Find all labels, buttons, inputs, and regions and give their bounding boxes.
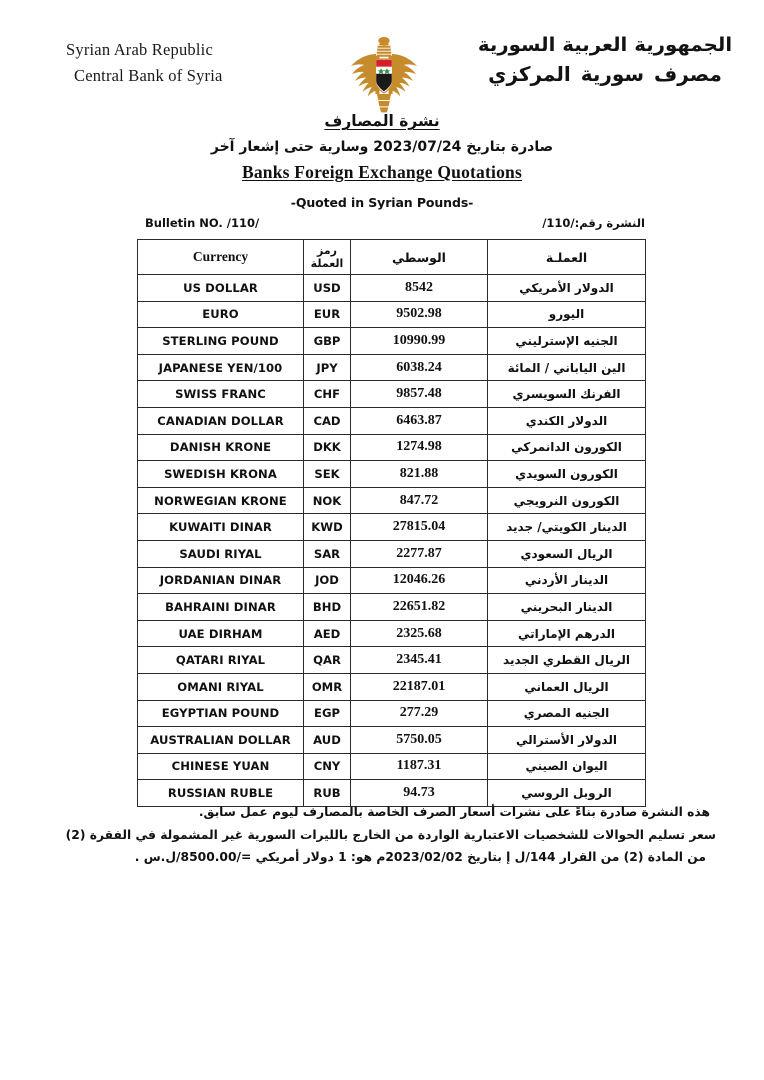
bulletin-number-arabic: النشرة رقم:/110/ <box>542 216 645 230</box>
cell-currency-name-arabic: الكورون النرويجي <box>488 487 646 514</box>
document-footnotes <box>62 802 716 868</box>
exchange-rates-table <box>137 239 646 807</box>
cell-currency-code: CNY <box>304 753 351 780</box>
cell-currency-name-english: KUWAITI DINAR <box>138 514 304 541</box>
cell-mid-rate: 277.29 <box>351 700 488 727</box>
document-titles <box>0 112 764 210</box>
cell-currency-name-arabic: اليوان الصيني <box>488 753 646 780</box>
cell-currency-name-arabic: الدينار البحريني <box>488 594 646 621</box>
table-row <box>138 647 646 674</box>
cell-currency-name-english: SWISS FRANC <box>138 381 304 408</box>
cell-currency-name-english: EGYPTIAN POUND <box>138 700 304 727</box>
cell-mid-rate: 2345.41 <box>351 647 488 674</box>
cell-currency-name-arabic: الدرهم الإماراتي <box>488 620 646 647</box>
cell-currency-name-arabic: اليورو <box>488 301 646 328</box>
cell-mid-rate: 5750.05 <box>351 727 488 754</box>
cell-currency-code: OMR <box>304 673 351 700</box>
cell-currency-name-english: NORWEGIAN KRONE <box>138 487 304 514</box>
cell-currency-name-english: DANISH KRONE <box>138 434 304 461</box>
cell-currency-code: USD <box>304 275 351 302</box>
table-row <box>138 620 646 647</box>
cell-currency-name-arabic: الريال العماني <box>488 673 646 700</box>
table-row <box>138 514 646 541</box>
table-row <box>138 700 646 727</box>
cell-currency-name-english: AUSTRALIAN DOLLAR <box>138 727 304 754</box>
cell-mid-rate: 9502.98 <box>351 301 488 328</box>
cell-currency-name-english: EURO <box>138 301 304 328</box>
cell-currency-name-arabic: الجنيه المصري <box>488 700 646 727</box>
cell-currency-name-english: CHINESE YUAN <box>138 753 304 780</box>
cell-currency-code: QAR <box>304 647 351 674</box>
subtitle-english-units: -Quoted in Syrian Pounds- <box>290 195 474 210</box>
country-name-arabic: الجمهورية العربية السورية <box>477 34 733 56</box>
cell-currency-code: AED <box>304 620 351 647</box>
cell-mid-rate: 12046.26 <box>351 567 488 594</box>
table-row <box>138 727 646 754</box>
footnote-2: سعر تسليم الحوالات للشخصيات الاعتبارية الواردة من الخارج بالليرات السورية غير المشمولة في الفقرة (2) <box>65 828 716 842</box>
cell-currency-code: EUR <box>304 301 351 328</box>
column-header-currency-english: Currency <box>138 240 304 275</box>
bulletin-number-row <box>137 216 645 236</box>
cell-currency-code: EGP <box>304 700 351 727</box>
cell-currency-name-arabic: الدينار الكويتي/ جديد <box>488 514 646 541</box>
table-row <box>138 381 646 408</box>
table-row <box>138 328 646 355</box>
cell-currency-code: CHF <box>304 381 351 408</box>
table-row <box>138 301 646 328</box>
cell-currency-name-english: CANADIAN DOLLAR <box>138 407 304 434</box>
table-row <box>138 540 646 567</box>
cell-mid-rate: 6463.87 <box>351 407 488 434</box>
cell-currency-code: GBP <box>304 328 351 355</box>
cell-currency-name-arabic: الدولار الأسترالي <box>488 727 646 754</box>
footnote-1: هذه النشرة صادرة بناءً على نشرات أسعار الصرف الخاصة بالمصارف ليوم عمل سابق. <box>198 805 710 819</box>
cell-currency-name-english: STERLING POUND <box>138 328 304 355</box>
cell-currency-name-english: SAUDI RIYAL <box>138 540 304 567</box>
table-row <box>138 407 646 434</box>
cell-currency-code: CAD <box>304 407 351 434</box>
cell-currency-name-arabic: الدولار الكندي <box>488 407 646 434</box>
cell-mid-rate: 27815.04 <box>351 514 488 541</box>
column-header-currency-code-arabic <box>304 240 351 275</box>
cell-currency-name-arabic: الجنيه الإسترليني <box>488 328 646 355</box>
cell-currency-name-arabic: الدولار الأمريكي <box>488 275 646 302</box>
cell-currency-code: BHD <box>304 594 351 621</box>
issuer-english-block <box>66 37 223 89</box>
cell-currency-name-english: SWEDISH KRONA <box>138 461 304 488</box>
table-row <box>138 275 646 302</box>
cell-mid-rate: 1187.31 <box>351 753 488 780</box>
syrian-eagle-emblem-icon <box>346 32 422 116</box>
cell-currency-name-arabic: الكورون السويدي <box>488 461 646 488</box>
cell-currency-name-english: US DOLLAR <box>138 275 304 302</box>
bank-name-english: Central Bank of Syria <box>74 66 223 85</box>
table-row <box>138 567 646 594</box>
cell-currency-code: DKK <box>304 434 351 461</box>
table-row <box>138 461 646 488</box>
cell-mid-rate: 22651.82 <box>351 594 488 621</box>
country-name-english: Syrian Arab Republic <box>66 40 213 59</box>
issuer-arabic-block <box>477 34 733 86</box>
cell-currency-name-arabic: الروبل الروسي <box>488 780 646 807</box>
cell-currency-name-english: RUSSIAN RUBLE <box>138 780 304 807</box>
column-header-currency-arabic: العملـة <box>488 240 646 275</box>
cell-currency-name-english: JAPANESE YEN/100 <box>138 354 304 381</box>
cell-currency-name-english: OMANI RIYAL <box>138 673 304 700</box>
table-row <box>138 594 646 621</box>
cell-mid-rate: 6038.24 <box>351 354 488 381</box>
cell-currency-name-arabic: الين الياباني / المائة <box>488 354 646 381</box>
table-row <box>138 753 646 780</box>
cell-currency-code: NOK <box>304 487 351 514</box>
footnote-3: من المادة (2) من القرار 144/ل إ بتاريخ 2023/02/02م هو: 1 دولار أمريكي =/8500.00/ل.س . <box>134 850 706 864</box>
cell-currency-code: RUB <box>304 780 351 807</box>
cell-mid-rate: 2325.68 <box>351 620 488 647</box>
cell-currency-code: JOD <box>304 567 351 594</box>
table-row <box>138 434 646 461</box>
cell-currency-name-arabic: الكورون الدانمركي <box>488 434 646 461</box>
code-header-line2: العملة <box>310 257 344 270</box>
document-header <box>48 32 733 112</box>
cell-currency-code: AUD <box>304 727 351 754</box>
cell-currency-code: JPY <box>304 354 351 381</box>
cell-currency-name-arabic: الدينار الأردني <box>488 567 646 594</box>
cell-mid-rate: 821.88 <box>351 461 488 488</box>
cell-mid-rate: 9857.48 <box>351 381 488 408</box>
cell-currency-name-arabic: الفرنك السويسري <box>488 381 646 408</box>
cell-mid-rate: 847.72 <box>351 487 488 514</box>
cell-currency-name-english: UAE DIRHAM <box>138 620 304 647</box>
title-arabic: نشرة المصارف <box>324 112 440 130</box>
table-row <box>138 354 646 381</box>
cell-mid-rate: 22187.01 <box>351 673 488 700</box>
table-body <box>138 275 646 807</box>
cell-currency-name-arabic: الريال السعودي <box>488 540 646 567</box>
cell-mid-rate: 2277.87 <box>351 540 488 567</box>
cell-currency-name-arabic: الريال القطري الجديد <box>488 647 646 674</box>
cell-currency-name-english: BAHRAINI DINAR <box>138 594 304 621</box>
cell-currency-name-english: JORDANIAN DINAR <box>138 567 304 594</box>
cell-currency-name-english: QATARI RIYAL <box>138 647 304 674</box>
cell-mid-rate: 94.73 <box>351 780 488 807</box>
table-row <box>138 487 646 514</box>
cell-mid-rate: 1274.98 <box>351 434 488 461</box>
bank-name-arabic: مصرف سورية المركزي <box>488 62 722 86</box>
title-english: Banks Foreign Exchange Quotations <box>241 162 522 182</box>
table-row <box>138 673 646 700</box>
column-header-mid-rate-arabic: الوسطي <box>351 240 488 275</box>
code-header-line1: رمز <box>317 244 337 257</box>
cell-mid-rate: 8542 <box>351 275 488 302</box>
table-header-row <box>138 240 646 275</box>
cell-currency-code: SEK <box>304 461 351 488</box>
bulletin-number-english: Bulletin NO. /110/ <box>145 216 260 230</box>
cell-currency-code: SAR <box>304 540 351 567</box>
cell-mid-rate: 10990.99 <box>351 328 488 355</box>
cell-currency-code: KWD <box>304 514 351 541</box>
subtitle-arabic-date: صادرة بتاريخ 2023/07/24 وسارية حتى إشعار آخر <box>210 139 554 155</box>
